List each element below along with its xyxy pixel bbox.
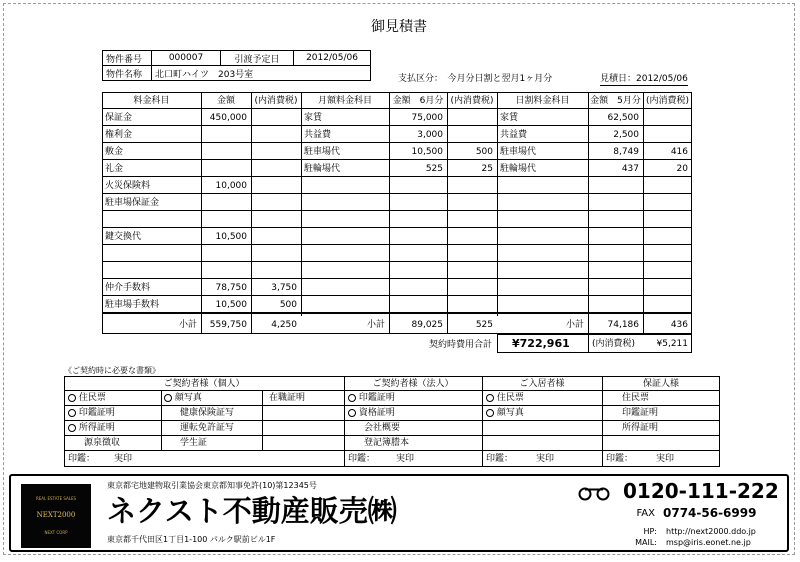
fax-label: FAX <box>636 508 655 519</box>
fees-row-label: 礼金 <box>105 164 124 174</box>
check-circle-icon <box>164 394 172 402</box>
fees-header-tax: (内消費税) <box>254 96 298 106</box>
property-name-label: 物件名称 <box>103 66 152 81</box>
property-no-value: 000007 <box>152 51 221 66</box>
seal-label: 印鑑： <box>68 454 96 464</box>
docs-corporate-title: ご契約者様（法人） <box>372 379 454 389</box>
estimate-document <box>3 3 795 555</box>
check-circle-icon <box>486 409 494 417</box>
company-fax: 0774-56-6999 <box>663 506 757 520</box>
prorated-row-label: 共益費 <box>500 130 528 140</box>
monthly-row-amount: 3,000 <box>417 130 443 140</box>
docs-item: 学生証 <box>180 438 208 448</box>
prorated-row-label: 家賃 <box>500 113 519 123</box>
monthly-header-item: 月額料金科目 <box>317 96 372 106</box>
monthly-row-label: 共益費 <box>304 130 332 140</box>
seal-value: 実印 <box>536 454 555 464</box>
monthly-row-tax: 500 <box>475 147 493 157</box>
monthly-subtotal: 89,025 <box>411 320 443 330</box>
prorated-subtotal: 74,186 <box>607 320 639 330</box>
prorated-row-amount: 8,749 <box>613 147 639 157</box>
fees-row-amount: 450,000 <box>209 113 247 123</box>
fees-row-amount: 78,750 <box>215 283 247 293</box>
seal-label: 印鑑： <box>486 454 514 464</box>
docs-guarantor-title: 保証人様 <box>642 379 679 389</box>
free-dial-icon <box>576 486 612 500</box>
prorated-row-label: 駐車場代 <box>500 147 537 157</box>
docs-item: 登記簿謄本 <box>364 438 410 448</box>
monthly-row-label: 駐車場代 <box>304 147 341 157</box>
handover-label: 引渡予定日 <box>221 51 294 66</box>
property-no-label: 物件番号 <box>103 51 152 66</box>
mail-label: MAIL: <box>635 538 657 547</box>
seal-value: 実印 <box>656 454 675 464</box>
company-name: ネクスト不動産販売㈱ <box>107 494 397 528</box>
docs-heading: 《ご契約時に必要な書類》 <box>64 366 160 375</box>
prorated-subtotal-tax: 436 <box>670 320 688 330</box>
prorated-row-label: 駐輪場代 <box>500 164 537 174</box>
monthly-subtotal-tax: 525 <box>475 320 493 330</box>
prorated-row-tax: 416 <box>670 147 688 157</box>
docs-checkbox-item[interactable]: 顔写真 <box>164 392 202 404</box>
fees-subtotal-label: 小計 <box>178 320 197 330</box>
fees-header-amount: 金額 <box>216 96 235 106</box>
document-title: 御見積書 <box>371 19 427 35</box>
fees-row-label: 駐車場手数料 <box>105 300 160 310</box>
total-value: ¥722,961 <box>512 337 570 350</box>
fees-row-label: 鍵交換代 <box>105 232 142 242</box>
docs-item: 源泉徴収 <box>84 438 121 448</box>
monthly-row-amount: 75,000 <box>411 113 443 123</box>
monthly-header-tax: (内消費税) <box>450 96 494 106</box>
check-circle-icon <box>348 394 356 402</box>
docs-item: 健康保険証写 <box>180 408 235 418</box>
company-phone[interactable]: 0120-111-222 <box>623 479 779 503</box>
monthly-row-label: 駐輪場代 <box>304 164 341 174</box>
docs-item: 所得証明 <box>622 423 659 433</box>
docs-checkbox-item[interactable]: 住民票 <box>486 392 524 404</box>
monthly-row-label: 家賃 <box>304 113 323 123</box>
total-tax-value: ¥5,211 <box>656 339 688 349</box>
fees-row-amount: 10,500 <box>215 232 247 242</box>
company-hp[interactable]: http://next2000.ddo.jp <box>666 527 756 536</box>
fees-row-amount: 10,500 <box>215 300 247 310</box>
fees-row-label: 仲介手数料 <box>105 283 151 293</box>
company-mail[interactable]: msp@iris.eonet.ne.jp <box>666 538 751 547</box>
docs-checkbox-item[interactable]: 印鑑証明 <box>348 392 395 404</box>
total-tax-label: (内消費税) <box>592 339 636 349</box>
check-circle-icon <box>68 424 76 432</box>
property-info-table <box>102 50 371 81</box>
estimate-date: 見積日：2012/05/06 <box>600 74 688 84</box>
payment-category: 支払区分： 今月分日割と翌月1ヶ月分 <box>398 74 553 84</box>
monthly-row-tax: 25 <box>481 164 493 174</box>
fees-row-amount: 10,000 <box>215 181 247 191</box>
hp-label: HP: <box>643 527 657 536</box>
prorated-row-amount: 437 <box>621 164 639 174</box>
docs-item: 印鑑証明 <box>622 408 659 418</box>
docs-checkbox-item[interactable]: 所得証明 <box>68 422 115 434</box>
monthly-header-amount: 金額 6月分 <box>392 96 444 106</box>
check-circle-icon <box>68 394 76 402</box>
check-circle-icon <box>486 394 494 402</box>
docs-checkbox-item[interactable]: 顔写真 <box>486 407 524 419</box>
property-name-value: 北口町ハイツ 203号室 <box>152 66 371 81</box>
company-address: 東京都千代田区1丁目1-100 パルク駅前ビル1F <box>107 535 276 544</box>
monthly-subtotal-label: 小計 <box>366 320 385 330</box>
check-circle-icon <box>68 409 76 417</box>
handover-value: 2012/05/06 <box>294 51 371 66</box>
prorated-row-tax: 20 <box>676 164 688 174</box>
docs-item: 在職証明 <box>269 393 306 403</box>
fees-header-item: 料金科目 <box>133 96 170 106</box>
fees-subtotal: 559,750 <box>209 320 247 330</box>
fees-row-label: 敷金 <box>105 147 124 157</box>
total-label: 契約時費用合計 <box>428 340 492 350</box>
fees-row-tax: 500 <box>279 300 297 310</box>
docs-checkbox-item[interactable]: 資格証明 <box>348 407 395 419</box>
fees-row-tax: 3,750 <box>271 283 297 293</box>
docs-checkbox-item[interactable]: 印鑑証明 <box>68 407 115 419</box>
fees-subtotal-tax: 4,250 <box>271 320 297 330</box>
monthly-row-amount: 10,500 <box>411 147 443 157</box>
docs-item: 住民票 <box>622 393 650 403</box>
company-license: 東京都宅地建物取引業協会東京都知事免許(10)第12345号 <box>107 481 317 490</box>
seal-label: 印鑑： <box>348 454 376 464</box>
fees-row-label: 駐車場保証金 <box>105 198 160 208</box>
seal-value: 実印 <box>396 454 415 464</box>
check-circle-icon <box>348 409 356 417</box>
seal-value: 実印 <box>114 454 133 464</box>
docs-item: 会社概要 <box>364 423 401 433</box>
monthly-row-amount: 525 <box>425 164 443 174</box>
prorated-header-amount: 金額 5月分 <box>590 96 641 106</box>
prorated-row-amount: 2,500 <box>613 130 639 140</box>
prorated-row-amount: 62,500 <box>607 113 639 123</box>
fees-row-label: 権利金 <box>105 130 133 140</box>
company-logo: REAL ESTATE SALES NEXT2000 NEXT CORP <box>21 484 91 548</box>
docs-item: 運転免許証写 <box>180 423 235 433</box>
prorated-header-item: 日割料金科目 <box>515 96 570 106</box>
seal-label: 印鑑： <box>606 454 634 464</box>
fees-row-label: 保証金 <box>105 113 133 123</box>
docs-checkbox-item[interactable]: 住民票 <box>68 392 106 404</box>
prorated-header-tax: (内消費税) <box>645 96 690 106</box>
fees-row-label: 火災保険料 <box>105 181 151 191</box>
company-footer <box>9 474 789 552</box>
docs-individual-title: ご契約者様（個人） <box>163 379 245 389</box>
prorated-subtotal-label: 小計 <box>565 320 584 330</box>
docs-resident-title: ご入居者様 <box>519 379 565 389</box>
